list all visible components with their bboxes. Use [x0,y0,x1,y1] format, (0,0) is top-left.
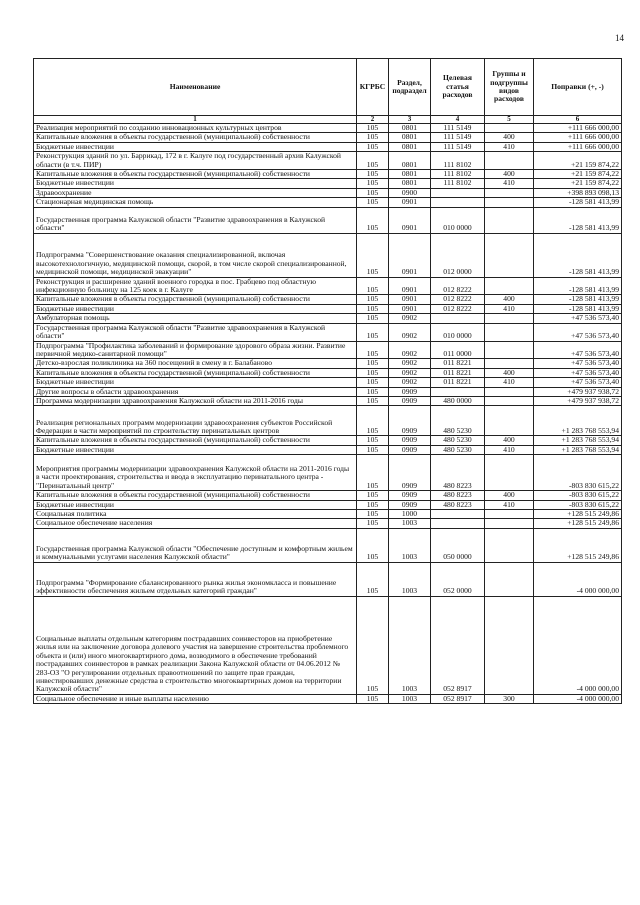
cell-name: Реконструкция зданий по ул. Баррикад, 172 в г. Калуге под государственный архив Калужской области (в т.ч. ПИР) [34,152,357,170]
cell-section: 0909 [389,491,431,500]
table-row [34,562,622,596]
cell-section: 0909 [389,436,431,445]
column-number: 6 [534,116,622,124]
cell-section: 0801 [389,152,431,170]
table-row [34,179,622,188]
cell-amount: -128 581 413,99 [534,295,622,304]
cell-name: Реализация мероприятий по созданию инновационных культурных центров [34,124,357,133]
cell-group [485,509,534,518]
cell-name: Подпрограмма "Профилактика заболеваний и формирование здорового образа жизни. Развитие первичной медико-санитарной помощи" [34,341,357,359]
cell-kgrbs: 105 [357,295,389,304]
cell-group: 410 [485,179,534,188]
cell-kgrbs: 105 [357,596,389,694]
cell-group [485,519,534,528]
cell-group: 410 [485,445,534,454]
cell-name: Бюджетные инвестиции [34,445,357,454]
cell-target [431,387,485,396]
cell-target: 480 5230 [431,406,485,436]
cell-kgrbs: 105 [357,436,389,445]
cell-target: 052 0000 [431,562,485,596]
cell-amount: +1 283 768 553,94 [534,445,622,454]
cell-amount: +398 893 098,13 [534,188,622,197]
cell-target: 012 8222 [431,277,485,295]
table-row [34,694,622,703]
cell-kgrbs: 105 [357,528,389,562]
cell-kgrbs: 105 [357,359,389,368]
cell-section: 0901 [389,304,431,313]
cell-section: 1003 [389,519,431,528]
cell-section: 1003 [389,694,431,703]
cell-amount: -128 581 413,99 [534,304,622,313]
cell-section: 0900 [389,188,431,197]
cell-group: 400 [485,491,534,500]
cell-group: 400 [485,295,534,304]
cell-target: 012 0000 [431,233,485,277]
cell-kgrbs: 105 [357,188,389,197]
cell-amount: +47 536 573,40 [534,341,622,359]
cell-name: Мероприятия программы модернизации здравоохранения Калужской области на 2011-2016 годы в части проектирования, строительства и ввода в эксплуатацию перинатального центра - "Перинатальный центр" [34,455,357,491]
cell-section: 0902 [389,368,431,377]
cell-name: Бюджетные инвестиции [34,179,357,188]
table-row [34,359,622,368]
cell-name: Социальные выплаты отдельным категориям пострадавших соинвесторов на приобретение жилья или на заключение договора долевого участия на завершение строительства проблемного объекта и (или) иного многоквартирного дома, возводимого в обеспечение требований пострадавших соинвесторов в рамках реализации Закона Калужской области от 04.06.2012 № 283-ОЗ "О регулировании отдельных правоотношений по защите прав граждан, инвестировавших денежные средства в строительство многоквартирных домов на территории Калужской области" [34,596,357,694]
cell-kgrbs: 105 [357,341,389,359]
cell-kgrbs: 105 [357,562,389,596]
header-kgrbs: КГРБС [357,59,389,116]
table-row [34,304,622,313]
cell-name: Бюджетные инвестиции [34,378,357,387]
cell-section: 1003 [389,562,431,596]
cell-target: 011 8221 [431,359,485,368]
cell-section: 1003 [389,596,431,694]
table-row [34,124,622,133]
cell-group [485,406,534,436]
cell-name: Подпрограмма "Совершенствование оказания специализированной, включая высокотехнологичную, медицинской помощи, скорой, в том числе скорой специализированной, медицинской помощи, медицинской эвакуации" [34,233,357,277]
cell-section: 0901 [389,233,431,277]
cell-group: 410 [485,304,534,313]
cell-group [485,528,534,562]
cell-section: 0902 [389,314,431,323]
cell-amount: +21 159 874,22 [534,170,622,179]
cell-section: 0901 [389,295,431,304]
table-row [34,500,622,509]
cell-section: 0902 [389,323,431,341]
cell-group [485,359,534,368]
cell-target: 480 5230 [431,436,485,445]
cell-kgrbs: 105 [357,179,389,188]
column-number: 5 [485,116,534,124]
cell-group [485,277,534,295]
cell-section: 0902 [389,378,431,387]
cell-section: 0909 [389,445,431,454]
cell-name: Социальное обеспечение населения [34,519,357,528]
cell-name: Бюджетные инвестиции [34,142,357,151]
cell-group: 300 [485,694,534,703]
column-number: 2 [357,116,389,124]
cell-amount: -128 581 413,99 [534,198,622,207]
header-target: Целевая статья расходов [431,59,485,116]
cell-name: Стационарная медицинская помощь [34,198,357,207]
table-row [34,152,622,170]
cell-group [485,207,534,233]
cell-amount: -803 830 615,22 [534,455,622,491]
cell-group: 400 [485,368,534,377]
cell-amount: +479 937 938,72 [534,387,622,396]
cell-name: Здравоохранение [34,188,357,197]
cell-kgrbs: 105 [357,142,389,151]
budget-amendments-table [33,58,622,704]
cell-group [485,188,534,197]
cell-target: 480 8223 [431,491,485,500]
cell-name: Государственная программа Калужской области "Развитие здравоохранения в Калужской области" [34,207,357,233]
cell-amount: +47 536 573,40 [534,323,622,341]
table-row [34,368,622,377]
column-number: 3 [389,116,431,124]
cell-group [485,341,534,359]
cell-kgrbs: 105 [357,378,389,387]
table-row [34,188,622,197]
cell-section: 1000 [389,509,431,518]
cell-name: Реализация региональных программ модернизации здравоохранения субъектов Российской Федерации в части мероприятий по строительству перинатальных центров [34,406,357,436]
table-row [34,519,622,528]
cell-name: Программа модернизации здравоохранения Калужской области на 2011-2016 годы [34,396,357,405]
cell-target: 111 5149 [431,133,485,142]
table-row [34,142,622,151]
cell-name: Бюджетные инвестиции [34,500,357,509]
cell-target: 050 0000 [431,528,485,562]
table-row [34,233,622,277]
cell-target: 111 5149 [431,124,485,133]
cell-section: 0902 [389,341,431,359]
cell-amount: +47 536 573,40 [534,359,622,368]
cell-amount: -128 581 413,99 [534,277,622,295]
cell-group [485,455,534,491]
cell-kgrbs: 105 [357,207,389,233]
cell-group: 400 [485,133,534,142]
cell-target: 111 5149 [431,142,485,151]
cell-kgrbs: 105 [357,519,389,528]
cell-target: 011 0000 [431,341,485,359]
cell-target: 011 8221 [431,368,485,377]
table-row [34,396,622,405]
cell-amount: +47 536 573,40 [534,368,622,377]
cell-kgrbs: 105 [357,314,389,323]
table-row [34,133,622,142]
table-row [34,406,622,436]
cell-section: 0901 [389,277,431,295]
cell-group: 400 [485,436,534,445]
cell-kgrbs: 105 [357,124,389,133]
table-row [34,341,622,359]
cell-kgrbs: 105 [357,323,389,341]
table-row [34,207,622,233]
table-row [34,323,622,341]
cell-target [431,198,485,207]
cell-amount: +21 159 874,22 [534,179,622,188]
table-header-row [34,59,622,116]
cell-name: Социальная политика [34,509,357,518]
cell-name: Капитальные вложения в объекты государственной (муниципальной) собственности [34,295,357,304]
cell-target: 012 8222 [431,304,485,313]
cell-kgrbs: 105 [357,396,389,405]
cell-group: 410 [485,142,534,151]
table-row [34,378,622,387]
cell-target: 010 0000 [431,207,485,233]
cell-section: 0801 [389,124,431,133]
cell-kgrbs: 105 [357,491,389,500]
cell-name: Бюджетные инвестиции [34,304,357,313]
cell-target: 011 8221 [431,378,485,387]
table-row [34,491,622,500]
cell-section: 0801 [389,170,431,179]
cell-amount: -803 830 615,22 [534,500,622,509]
cell-target [431,509,485,518]
cell-kgrbs: 105 [357,406,389,436]
cell-name: Капитальные вложения в объекты государственной (муниципальной) собственности [34,491,357,500]
cell-section: 0909 [389,500,431,509]
cell-section: 0909 [389,387,431,396]
cell-target: 111 8102 [431,170,485,179]
cell-name: Другие вопросы в области здравоохранения [34,387,357,396]
column-number: 4 [431,116,485,124]
cell-amount: -4 000 000,00 [534,694,622,703]
cell-amount: +47 536 573,40 [534,314,622,323]
cell-group: 400 [485,170,534,179]
cell-amount: +47 536 573,40 [534,378,622,387]
cell-group [485,562,534,596]
cell-target: 480 8223 [431,500,485,509]
cell-group: 410 [485,378,534,387]
cell-group: 410 [485,500,534,509]
cell-amount: +1 283 768 553,94 [534,436,622,445]
cell-name: Капитальные вложения в объекты государственной (муниципальной) собственности [34,368,357,377]
cell-kgrbs: 105 [357,133,389,142]
cell-kgrbs: 105 [357,198,389,207]
cell-amount: +111 666 000,00 [534,142,622,151]
cell-section: 0801 [389,179,431,188]
table-row [34,436,622,445]
table-row [34,295,622,304]
cell-group [485,387,534,396]
cell-section: 0801 [389,133,431,142]
header-amount: Поправки (+, -) [534,59,622,116]
cell-amount: +21 159 874,22 [534,152,622,170]
table-row [34,445,622,454]
cell-group [485,152,534,170]
cell-kgrbs: 105 [357,152,389,170]
table-row [34,314,622,323]
cell-amount: +479 937 938,72 [534,396,622,405]
cell-amount: -803 830 615,22 [534,491,622,500]
cell-group [485,124,534,133]
cell-name: Амбулаторная помощь [34,314,357,323]
cell-kgrbs: 105 [357,368,389,377]
cell-group [485,323,534,341]
table-row [34,387,622,396]
cell-kgrbs: 105 [357,233,389,277]
cell-name: Капитальные вложения в объекты государственной (муниципальной) собственности [34,133,357,142]
cell-amount: -4 000 000,00 [534,596,622,694]
column-number: 1 [34,116,357,124]
cell-kgrbs: 105 [357,694,389,703]
cell-target: 052 8917 [431,596,485,694]
cell-amount: +111 666 000,00 [534,133,622,142]
cell-amount: +128 515 249,86 [534,519,622,528]
cell-amount: +128 515 249,86 [534,528,622,562]
cell-kgrbs: 105 [357,455,389,491]
cell-section: 0909 [389,396,431,405]
cell-name: Капитальные вложения в объекты государственной (муниципальной) собственности [34,170,357,179]
cell-name: Капитальные вложения в объекты государственной (муниципальной) собственности [34,436,357,445]
cell-kgrbs: 105 [357,304,389,313]
cell-target: 010 0000 [431,323,485,341]
cell-target [431,188,485,197]
cell-target: 480 8223 [431,455,485,491]
cell-amount: -4 000 000,00 [534,562,622,596]
cell-name: Социальное обеспечение и иные выплаты населению [34,694,357,703]
column-number-row [34,116,622,124]
table-body [34,124,622,704]
table-row [34,509,622,518]
cell-group [485,596,534,694]
cell-name: Подпрограмма "Формирование сбалансированного рынка жилья экономкласса и повышение эффективности обеспечения жильем отдельных категорий граждан" [34,562,357,596]
table-row [34,596,622,694]
cell-kgrbs: 105 [357,500,389,509]
cell-section: 0909 [389,455,431,491]
cell-kgrbs: 105 [357,509,389,518]
cell-target: 111 8102 [431,152,485,170]
cell-amount: +128 515 249,86 [534,509,622,518]
cell-section: 0909 [389,406,431,436]
table-row [34,528,622,562]
cell-amount: -128 581 413,99 [534,233,622,277]
cell-kgrbs: 105 [357,445,389,454]
cell-name: Государственная программа Калужской области "Обеспечение доступным и комфортным жильем и коммунальными услугами населения Калужской области" [34,528,357,562]
cell-kgrbs: 105 [357,387,389,396]
cell-section: 0902 [389,359,431,368]
cell-kgrbs: 105 [357,277,389,295]
cell-amount: +111 666 000,00 [534,124,622,133]
header-name: Наименование [34,59,357,116]
cell-amount: +1 283 768 553,94 [534,406,622,436]
header-group: Группы и подгруппы видов расходов [485,59,534,116]
header-section: Раздел, подраздел [389,59,431,116]
cell-name: Реконструкция и расширение зданий военного городка в пос. Грабцево под областную инфекционную больницу на 125 коек в г. Калуге [34,277,357,295]
cell-target: 052 8917 [431,694,485,703]
table-row [34,277,622,295]
cell-group [485,396,534,405]
cell-target: 480 0000 [431,396,485,405]
cell-group [485,314,534,323]
cell-section: 0801 [389,142,431,151]
cell-name: Государственная программа Калужской области "Развитие здравоохранения в Калужской области" [34,323,357,341]
cell-group [485,233,534,277]
cell-section: 0901 [389,198,431,207]
cell-target [431,519,485,528]
cell-section: 1003 [389,528,431,562]
table-row [34,170,622,179]
cell-amount: -128 581 413,99 [534,207,622,233]
cell-kgrbs: 105 [357,170,389,179]
table-row [34,455,622,491]
cell-target [431,314,485,323]
page-number: 14 [615,33,624,43]
cell-target: 480 5230 [431,445,485,454]
cell-name: Детско-взрослая поликлиника на 360 посещений в смену в г. Балабаново [34,359,357,368]
cell-target: 012 8222 [431,295,485,304]
table-row [34,198,622,207]
cell-target: 111 8102 [431,179,485,188]
cell-section: 0901 [389,207,431,233]
cell-group [485,198,534,207]
